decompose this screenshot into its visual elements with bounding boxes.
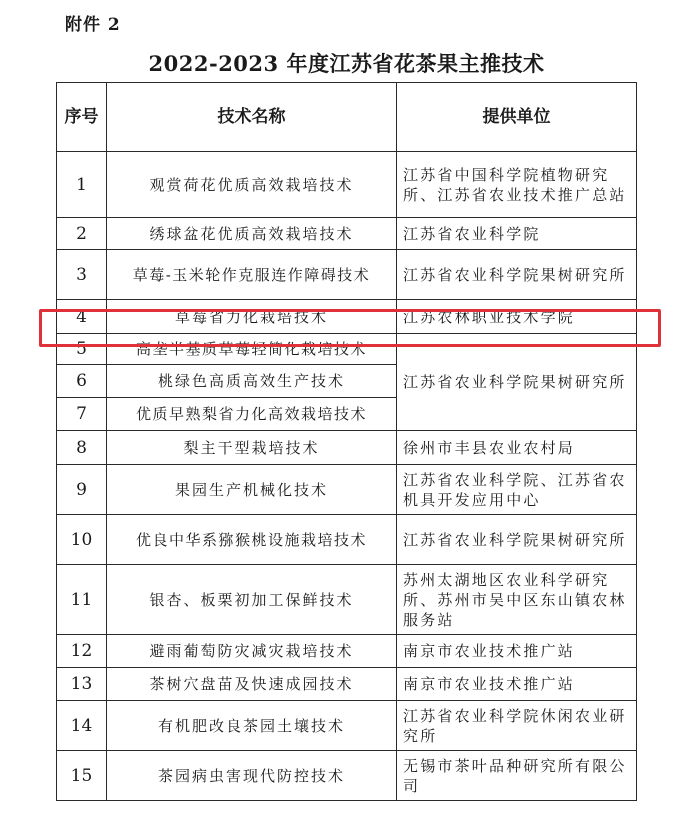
provider-unit: 苏州太湖地区农业科学研究所、苏州市吴中区东山镇农林服务站 <box>397 565 637 635</box>
row-number: 4 <box>57 300 107 334</box>
tech-name: 草莓-玉米轮作克服连作障碍技术 <box>107 250 397 300</box>
row-number: 8 <box>57 431 107 465</box>
tech-name: 避雨葡萄防灾减灾栽培技术 <box>107 635 397 668</box>
row-number: 3 <box>57 250 107 300</box>
tech-name: 桃绿色高质高效生产技术 <box>107 365 397 398</box>
table-row <box>57 431 637 465</box>
row-number: 2 <box>57 218 107 250</box>
table-row <box>57 751 637 801</box>
table-row <box>57 300 637 334</box>
row-number: 13 <box>57 668 107 701</box>
table-row <box>57 515 637 565</box>
tech-name: 茶园病虫害现代防控技术 <box>107 751 397 801</box>
header-unit: 提供单位 <box>397 83 637 152</box>
provider-unit: 南京市农业技术推广站 <box>397 668 637 701</box>
provider-unit: 南京市农业技术推广站 <box>397 635 637 668</box>
table-row <box>57 152 637 218</box>
tech-name: 优良中华系猕猴桃设施栽培技术 <box>107 515 397 565</box>
row-number: 12 <box>57 635 107 668</box>
provider-unit: 江苏省农业科学院果树研究所 <box>397 334 637 431</box>
row-number: 6 <box>57 365 107 398</box>
table-row <box>57 250 637 300</box>
table-row <box>57 465 637 515</box>
tech-name: 梨主干型栽培技术 <box>107 431 397 465</box>
attachment-label: 附件 2 <box>65 15 121 35</box>
tech-name: 果园生产机械化技术 <box>107 465 397 515</box>
tech-name: 草莓省力化栽培技术 <box>107 300 397 334</box>
tech-name: 银杏、板栗初加工保鲜技术 <box>107 565 397 635</box>
row-number: 10 <box>57 515 107 565</box>
row-number: 15 <box>57 751 107 801</box>
header-seq: 序号 <box>57 83 107 152</box>
header-row <box>57 83 637 152</box>
table-row <box>57 218 637 250</box>
row-number: 11 <box>57 565 107 635</box>
provider-unit: 无锡市茶叶品种研究所有限公司 <box>397 751 637 801</box>
tech-name: 茶树穴盘苗及快速成园技术 <box>107 668 397 701</box>
provider-unit: 江苏省农业科学院果树研究所 <box>397 250 637 300</box>
table-row <box>57 668 637 701</box>
tech-table <box>56 82 637 801</box>
table-row <box>57 565 637 635</box>
table-row <box>57 635 637 668</box>
provider-unit: 徐州市丰县农业农村局 <box>397 431 637 465</box>
tech-name: 绣球盆花优质高效栽培技术 <box>107 218 397 250</box>
table-row <box>57 334 637 365</box>
tech-name: 有机肥改良茶园土壤技术 <box>107 701 397 751</box>
provider-unit: 江苏省农业科学院果树研究所 <box>397 515 637 565</box>
provider-unit: 江苏省农业科学院 <box>397 218 637 250</box>
row-number: 1 <box>57 152 107 218</box>
row-number: 14 <box>57 701 107 751</box>
header-name: 技术名称 <box>107 83 397 152</box>
row-number: 9 <box>57 465 107 515</box>
row-number: 7 <box>57 398 107 431</box>
document-title: 2022-2023 年度江苏省花茶果主推技术 <box>148 51 545 76</box>
provider-unit: 江苏农林职业技术学院 <box>397 300 637 334</box>
table-row <box>57 701 637 751</box>
provider-unit: 江苏省农业科学院、江苏省农机具开发应用中心 <box>397 465 637 515</box>
tech-name: 高垄半基质草莓轻简化栽培技术 <box>107 334 397 365</box>
row-number: 5 <box>57 334 107 365</box>
provider-unit: 江苏省农业科学院休闲农业研究所 <box>397 701 637 751</box>
tech-name: 观赏荷花优质高效栽培技术 <box>107 152 397 218</box>
provider-unit: 江苏省中国科学院植物研究所、江苏省农业技术推广总站 <box>397 152 637 218</box>
tech-name: 优质早熟梨省力化高效栽培技术 <box>107 398 397 431</box>
